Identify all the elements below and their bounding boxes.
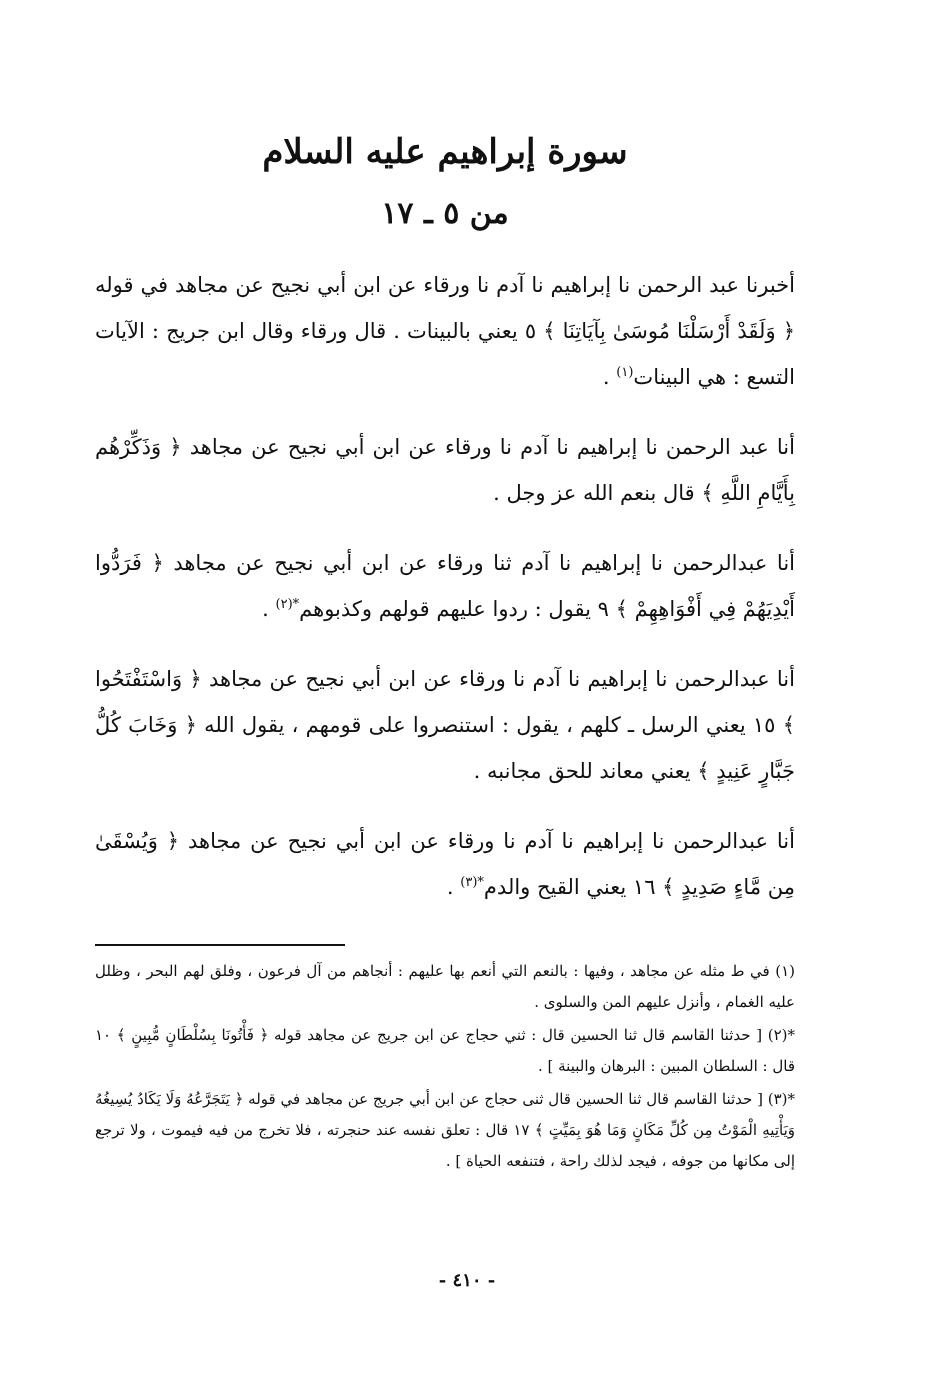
paragraph: [95, 262, 795, 400]
paragraph-text: أنا عبدالرحمن نا إبراهيم نا آدم نا ورقاء عن ابن أبي نجيح عن مجاهد ﴿: [189, 667, 795, 691]
quran-verse: وَلَقَدْ أَرْسَلْنَا مُوسَىٰ بِآيَاتِنَا: [562, 319, 776, 343]
paragraph-text: ﴾ قال بنعم الله عز وجل .: [493, 481, 714, 505]
paragraph: [95, 656, 795, 794]
paragraph-text: ﴾ ٩ يقول : ردوا عليهم قولهم وكذبوهم: [299, 597, 628, 621]
page-number: - ٤١٠ -: [438, 1270, 496, 1291]
footnote: (١) في ط مثله عن مجاهد ، وفيها : بالنعم التي أنعم بها عليهم : أنجاهم من آل فرعون ، وفلق لهم البحر ، وظلل عليه الغمام ، وأنزل عليهم المن والسلوى .: [95, 962, 795, 1011]
paragraph-end: .: [602, 365, 617, 389]
paragraph-end: .: [446, 875, 461, 899]
paragraph-end: .: [262, 597, 276, 621]
footnote-ref: (١): [616, 365, 634, 380]
footnote-divider: [95, 944, 345, 946]
paragraph: [95, 818, 795, 910]
page-subtitle: من ٥ ـ ١٧: [381, 196, 509, 231]
paragraph-text: ﴾ ٥ يعني بالبينات . قال ورقاء وقال ابن جريج : الآيات التسع : هي البينات: [95, 319, 795, 389]
footnotes: [95, 956, 795, 1177]
quran-verse: وَذَكِّرْهُم بِأَيَّامِ اللَّهِ: [95, 435, 795, 505]
paragraph-text: أنا عبدالرحمن نا إبراهيم نا آدم ثنا ورقاء عن ابن أبي نجيح عن مجاهد ﴿: [151, 551, 795, 575]
paragraph-text: ﴾ ١٦ يعني القيح والدم: [483, 875, 675, 899]
footnote: *(٣) [ حدثنا القاسم قال ثنا الحسين قال ثنى حجاج عن ابن أبي جريج عن مجاهد في قوله ﴿ يَتَجَرَّعُهُ وَلَا يَكَادُ يُسِيغُهُ وَيَأْتِيهِ الْمَوْتُ مِن كُلِّ مَكَانٍ وَمَا هُوَ بِمَيِّتٍ ﴾ ١٧ قال : تعلق نفسه عند حنجرته ، فلا تخرج من فيه فيموت ، ولا ترجع إلى مكانها من جوفه ، فيجد لذلك راحة ، فتنفعه الحياة ] .: [95, 1090, 795, 1170]
paragraph-text: ﴾ ١٥ يعني الرسل ـ كلهم ، يقول : استنصروا على قومهم ، يقول الله ﴿ وَخَابَ كُلُّ جَبَّارٍ عَنِيدٍ ﴾ يعني معاند للحق مجانبه .: [95, 713, 796, 783]
footnote: *(٢) [ حدثنا القاسم قال ثنا الحسين قال : ثني حجاج عن ابن جريج عن مجاهد قوله ﴿ فَأْتُونَا بِسُلْطَانٍ مُّبِينٍ ﴾ ١٠ قال : السلطان المبين : البرهان والبينة ] .: [95, 1026, 795, 1075]
paragraph: [95, 540, 795, 632]
footnote-ref: *(٢): [275, 597, 300, 612]
page: [95, 130, 795, 1350]
paragraph-text: أنا عبد الرحمن نا إبراهيم نا آدم نا ورقاء عن ابن أبي نجيح عن مجاهد ﴿: [169, 435, 795, 459]
quran-verse: وَيُسْقَىٰ مِن مَّاءٍ صَدِيدٍ: [95, 829, 795, 899]
quran-verse: فَرَدُّوا أَيْدِيَهُمْ فِي أَفْوَاهِهِمْ: [95, 551, 795, 621]
page-title: سورة إبراهيم عليه السلام: [262, 132, 628, 172]
quran-verse: وَاسْتَفْتَحُوا: [95, 667, 183, 691]
footnote-ref: *(٣): [460, 875, 484, 890]
paragraph: [95, 424, 795, 516]
paragraph-text: أنا عبدالرحمن نا إبراهيم نا آدم نا ورقاء عن ابن أبي نجيح عن مجاهد ﴿: [166, 829, 795, 853]
paragraph-text: أخبرنا عبد الرحمن نا إبراهيم نا آدم نا ورقاء عن ابن أبي نجيح عن مجاهد في قوله ﴿: [95, 273, 795, 343]
